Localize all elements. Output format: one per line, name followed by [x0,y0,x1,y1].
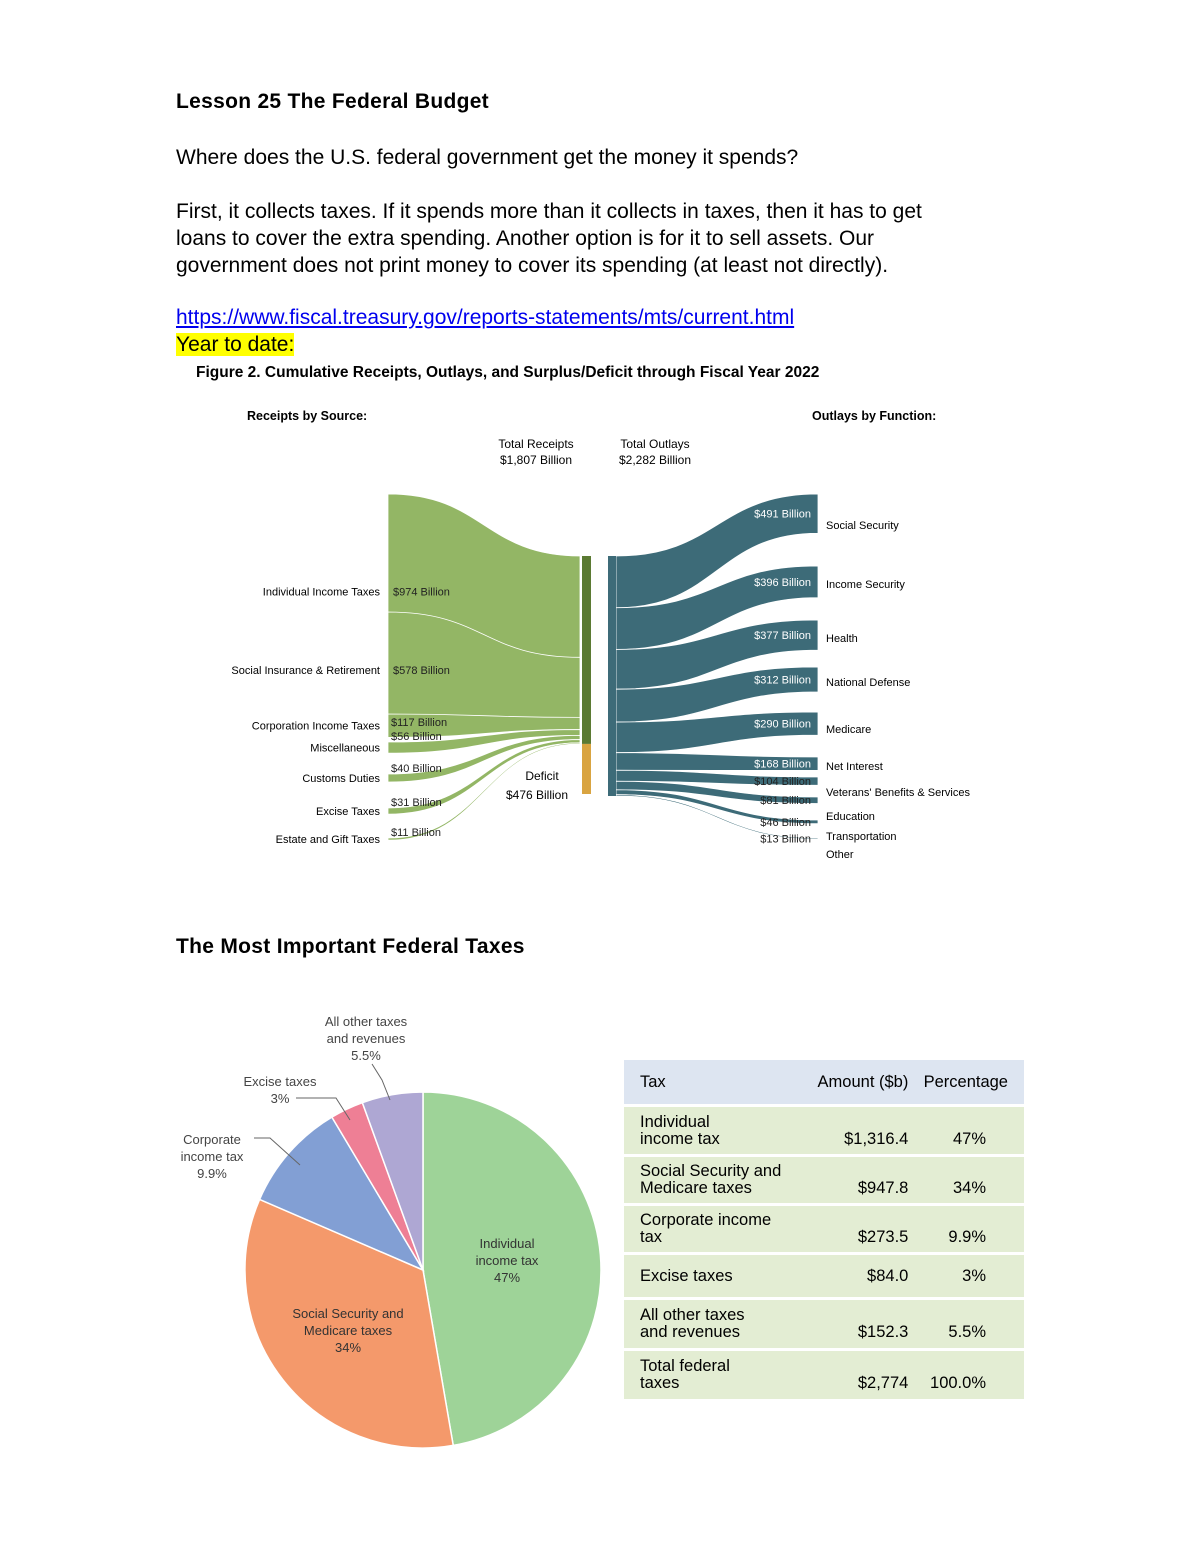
tax-percentage-cell: 5.5% [912,1299,1024,1350]
tax-name-line2: and revenues [640,1323,740,1341]
receipt-source-label: Individual Income Taxes [262,586,380,599]
outlay-value-label: $312 Billion [754,674,811,687]
tax-amount-cell: $1,316.4 [800,1106,912,1156]
receipts-header: Receipts by Source: [247,409,368,423]
receipt-source-label: Corporation Income Taxes [251,720,380,733]
receipt-source-label: Excise Taxes [316,806,380,819]
receipt-value-label: $974 Billion [393,586,450,599]
total-outlays-bar [608,556,616,796]
tax-name-line1: Total federal [640,1356,730,1375]
receipt-source-label: Customs Duties [302,773,380,785]
tax-percentage-cell: 47% [912,1106,1024,1156]
tax-name-line1: Corporate income [640,1211,772,1229]
receipt-value-label: $11 Billion [391,827,441,839]
pie-label-excise [244,1074,317,1106]
tax-name-cell [624,1106,800,1156]
receipt-value-label: $31 Billion [391,797,442,809]
outlay-value-label: $13 Billion [760,833,811,846]
outlay-function-label: National Defense [826,677,911,689]
tax-name-line2: Medicare taxes [640,1179,752,1197]
page-title: Lesson 25 The Federal Budget [176,90,489,113]
outlay-function-label: Other [826,849,854,861]
deficit-bar [582,744,591,794]
header-amount: Amount ($b) [800,1060,912,1106]
receipt-source-label: Estate and Gift Taxes [275,834,380,847]
outlay-value-label: $104 Billion [754,776,811,789]
tax-percentage-cell: 9.9% [912,1205,1024,1254]
tax-name-cell [624,1205,800,1254]
tax-name-line2: income tax [640,1129,720,1148]
pie-label-social-line2: Medicare taxes [303,1323,393,1338]
pie-label-corporate-pct: 9.9% [197,1166,227,1181]
pie-label-corporate-line1: Corporate [183,1132,241,1147]
pie-label-social-pct: 34% [334,1340,362,1355]
outlay-function-label: Social Security [826,520,899,532]
receipt-value-label: $117 Billion [391,717,448,729]
outlays-header: Outlays by Function: [812,409,937,423]
table-header-row [624,1060,1024,1106]
outlay-value-label: $377 Billion [754,630,811,643]
treasury-link[interactable]: https://www.fiscal.treasury.gov/reports-statements/mts/current.html [176,306,795,329]
outlay-value-label: $290 Billion [754,718,811,731]
pie-chart [160,1000,620,1460]
pie-label-other-pct: 5.5% [351,1048,381,1063]
leader-line-other [372,1064,390,1100]
figure-title: Figure 2. Cumulative Receipts, Outlays, and Surplus/Deficit through Fiscal Year 2022 [196,364,820,381]
outlay-function-label: Medicare [826,724,872,736]
pie-label-social-line1: Social Security and [292,1306,404,1321]
outlay-value-label: $491 Billion [754,508,811,521]
tax-amount-cell: $273.5 [800,1205,912,1254]
tax-name-line1: Excise taxes [640,1266,733,1285]
outlay-value-label: $396 Billion [754,576,811,589]
outlay-function-label: Income Security [826,579,905,591]
receipt-source-label: Social Insurance & Retirement [231,664,380,677]
pie-label-excise-line1: Excise taxes [243,1074,317,1089]
intro-line-3: government does not print money to cover its spending (at least not directly). [176,254,889,277]
tax-name-cell [624,1254,800,1299]
intro-line-2: loans to cover the extra spending. Another option is for it to sell assets. Our [176,227,875,250]
pie-label-individual-pct: 47% [493,1270,521,1285]
tax-percentage-cell: 34% [912,1156,1024,1205]
pie-label-other-line2: and revenues [326,1031,406,1046]
receipt-value-label: $56 Billion [391,731,442,743]
pie-label-excise-pct: 3% [270,1091,290,1106]
year-to-date-label: Year to date: [176,333,295,356]
pie-label-corporate-line2: income tax [180,1149,244,1164]
table-row [624,1254,1024,1299]
section-heading: The Most Important Federal Taxes [176,935,525,958]
tax-amount-cell: $84.0 [800,1254,912,1299]
outlay-function-label: Net Interest [826,761,883,773]
tax-amount-cell: $947.8 [800,1156,912,1205]
tax-name-cell [624,1350,800,1399]
total-outlays-label: Total Outlays [620,437,690,451]
tax-amount-cell: $152.3 [800,1299,912,1350]
tax-table [624,1060,1024,1399]
header-percentage: Percentage [912,1060,1024,1106]
tax-amount-cell: $2,774 [800,1350,912,1399]
deficit-label: Deficit [525,769,559,783]
outlay-function-label: Education [826,811,875,823]
total-receipts-bar [582,556,591,744]
tax-name-line1: All other taxes [640,1306,745,1324]
table-row [624,1350,1024,1399]
total-receipts-label: Total Receipts [498,437,574,451]
pie-label-individual-line2: income tax [475,1253,539,1268]
table-row [624,1156,1024,1205]
outlay-function-label: Veterans' Benefits & Services [826,787,970,799]
pie-slice [423,1092,601,1445]
pie-label-individual-line1: Individual [479,1236,535,1251]
pie-label-corporate [181,1132,244,1181]
receipt-value-label: $40 Billion [391,763,442,775]
tax-name-cell [624,1299,800,1350]
pie-label-other-line1: All other taxes [324,1014,408,1029]
outlay-function-label: Health [826,633,858,645]
tax-percentage-cell: 100.0% [912,1350,1024,1399]
tax-name-line1: Individual [640,1112,710,1131]
deficit-value: $476 Billion [505,788,569,802]
tax-name-cell [624,1156,800,1205]
outlay-value-label: $168 Billion [754,758,811,771]
question-text: Where does the U.S. federal government get the money it spends? [176,146,799,169]
table-row [624,1106,1024,1156]
tax-name-line1: Social Security and [640,1162,782,1180]
table-row [624,1299,1024,1350]
table-row [624,1205,1024,1254]
tax-name-line2: taxes [640,1373,680,1392]
total-outlays-value: $2,282 Billion [618,453,692,467]
intro-line-1: First, it collects taxes. If it spends more than it collects in taxes, then it has to get [176,200,922,223]
receipt-value-label: $578 Billion [393,664,450,677]
outlay-value-label: $81 Billion [760,795,811,808]
total-receipts-value: $1,807 Billion [499,453,573,467]
receipt-source-label: Miscellaneous [310,742,380,755]
outlay-value-label: $46 Billion [760,816,811,829]
pie-label-other [325,1014,408,1063]
tax-name-line2: tax [640,1228,663,1246]
outlay-function-label: Transportation [826,831,897,843]
tax-percentage-cell: 3% [912,1254,1024,1299]
header-tax: Tax [624,1060,800,1106]
